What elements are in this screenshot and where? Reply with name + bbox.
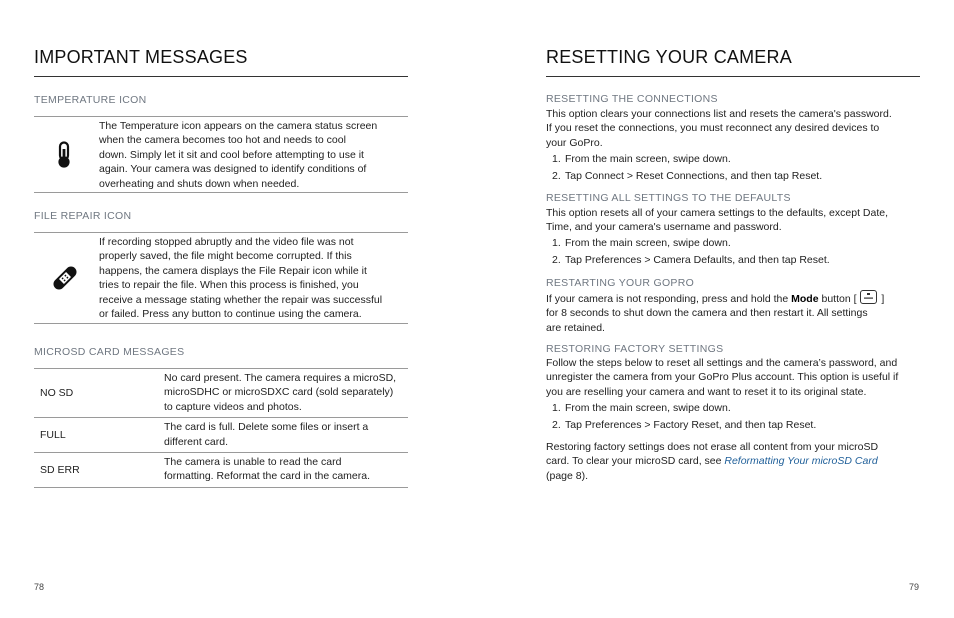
mode-button-icon xyxy=(860,290,877,304)
bandage-icon xyxy=(50,263,80,298)
text-line: This option resets all of your camera settings to the defaults, except Date, xyxy=(546,207,889,219)
restart-heading: RESTARTING YOUR GOPRO xyxy=(546,277,695,289)
text-line: for 8 seconds to shut down the camera and then restart it. All settings xyxy=(546,307,868,320)
list-item: 1. From the main screen, swipe down. xyxy=(552,237,731,249)
text-line: receive a message stating whether the repair was successful xyxy=(99,293,383,306)
text-line xyxy=(546,290,926,306)
temperature-icon-heading: TEMPERATURE ICON xyxy=(34,94,147,106)
message-description xyxy=(164,369,408,418)
text-line: This option clears your connections list and resets the camera's password. xyxy=(546,108,892,120)
text-line: different card. xyxy=(164,435,229,448)
file-repair-heading: FILE REPAIR ICON xyxy=(34,210,132,222)
mode-label: Mode xyxy=(791,293,819,305)
table-row xyxy=(34,369,408,418)
text-line: happens, the camera displays the File Repair icon while it xyxy=(99,264,367,277)
microsd-heading: MICROSD CARD MESSAGES xyxy=(34,346,185,358)
defaults-steps xyxy=(546,236,830,269)
step-text: From the main screen, swipe down. xyxy=(565,237,731,249)
list-item: 2. Tap Connect > Reset Connections, and then tap Reset. xyxy=(552,169,823,182)
page-title: IMPORTANT MESSAGES xyxy=(34,47,248,67)
step-text: From the main screen, swipe down. xyxy=(565,402,731,414)
text-line: (page 8). xyxy=(546,469,589,482)
text-line: If you reset the connections, you must reconnect any desired devices to xyxy=(546,122,880,135)
factory-heading: RESTORING FACTORY SETTINGS xyxy=(546,343,724,355)
file-repair-row xyxy=(34,232,408,324)
right-page xyxy=(477,0,954,618)
message-description xyxy=(164,453,408,488)
text-line: are retained. xyxy=(546,321,605,334)
table-row xyxy=(34,453,408,488)
text-line: The card is full. Delete some files or insert a xyxy=(164,421,369,434)
list-item: 1. From the main screen, swipe down. xyxy=(552,153,731,165)
connections-steps xyxy=(546,152,822,185)
text-line: overheating and shuts down when needed. xyxy=(99,177,300,190)
message-description xyxy=(164,418,408,453)
defaults-heading: RESETTING ALL SETTINGS TO THE DEFAULTS xyxy=(546,192,791,204)
temperature-description xyxy=(99,119,404,191)
table-row xyxy=(34,418,408,453)
title-rule xyxy=(546,76,920,77)
text-line: to capture videos and photos. xyxy=(164,400,302,413)
text-line: formatting. Reformat the card in the camera. xyxy=(164,470,371,483)
text-run: ] xyxy=(878,293,885,305)
connections-text xyxy=(546,107,926,150)
file-repair-description xyxy=(99,235,407,321)
connections-heading: RESETTING THE CONNECTIONS xyxy=(546,93,718,105)
text-line: Restoring factory settings does not erase all content from your microSD xyxy=(546,441,879,453)
factory-note xyxy=(546,440,931,483)
thermometer-icon xyxy=(56,141,72,174)
text-line: properly saved, the file might become corrupted. If this xyxy=(99,250,352,263)
text-line: tries to repair the file. When this process is finished, you xyxy=(99,279,359,292)
text-line: when the camera becomes too hot and needs to cool xyxy=(99,134,346,147)
text-line: unregister the camera from your GoPro Plus account. This option is useful if xyxy=(546,371,899,384)
text-line: If recording stopped abruptly and the video file was not xyxy=(99,236,354,248)
text-line: The camera is unable to read the card xyxy=(164,456,342,469)
step-text: Tap Preferences > Camera Defaults, and then tap Reset. xyxy=(565,253,830,266)
list-item: 2. Tap Preferences > Camera Defaults, and then tap Reset. xyxy=(552,253,830,266)
step-text: Tap Connect > Reset Connections, and then tap Reset. xyxy=(565,169,823,182)
text-line: down. Simply let it sit and cool before attempting to use it xyxy=(99,148,364,161)
list-item: 1. From the main screen, swipe down. xyxy=(552,402,731,414)
microsd-messages-table xyxy=(34,368,408,488)
text-line: again. Your camera was designed to identify conditions of xyxy=(99,163,367,176)
restart-text xyxy=(546,290,926,335)
factory-steps xyxy=(546,401,816,434)
text-line: Follow the steps below to reset all settings and the camera’s password, and xyxy=(546,357,898,369)
text-line: or failed. Press any button to continue using the camera. xyxy=(99,308,362,321)
step-text: From the main screen, swipe down. xyxy=(565,153,731,165)
text-line: microSDHC or microSDXC card (sold separately) xyxy=(164,386,394,399)
page-number: 79 xyxy=(909,582,920,592)
text-run: card. To clear your microSD card, see xyxy=(546,455,725,468)
list-item: 2. Tap Preferences > Factory Reset, and then tap Reset. xyxy=(552,418,817,431)
text-line xyxy=(546,454,931,468)
text-run: If your camera is not responding, press and hold the xyxy=(546,293,792,305)
reformatting-link[interactable]: Reformatting Your microSD Card xyxy=(724,455,878,468)
title-rule xyxy=(34,76,408,77)
page-number: 78 xyxy=(34,582,45,592)
defaults-text xyxy=(546,206,926,235)
text-line: No card present. The camera requires a microSD, xyxy=(164,372,397,384)
page-title: RESETTING YOUR CAMERA xyxy=(546,47,792,67)
message-code: SD ERR xyxy=(34,453,164,488)
text-line: The Temperature icon appears on the camera status screen xyxy=(99,120,378,132)
message-code: FULL xyxy=(34,418,164,453)
step-text: Tap Preferences > Factory Reset, and then tap Reset. xyxy=(565,418,817,431)
text-line: Time, and your camera's username and password. xyxy=(546,221,782,234)
message-code: NO SD xyxy=(34,369,164,418)
temperature-row xyxy=(34,116,408,193)
text-run: button [ xyxy=(818,293,860,305)
text-line: you are reselling your camera and want to reset it to its original state. xyxy=(546,385,867,398)
factory-text xyxy=(546,356,931,399)
text-line: your GoPro. xyxy=(546,136,603,149)
